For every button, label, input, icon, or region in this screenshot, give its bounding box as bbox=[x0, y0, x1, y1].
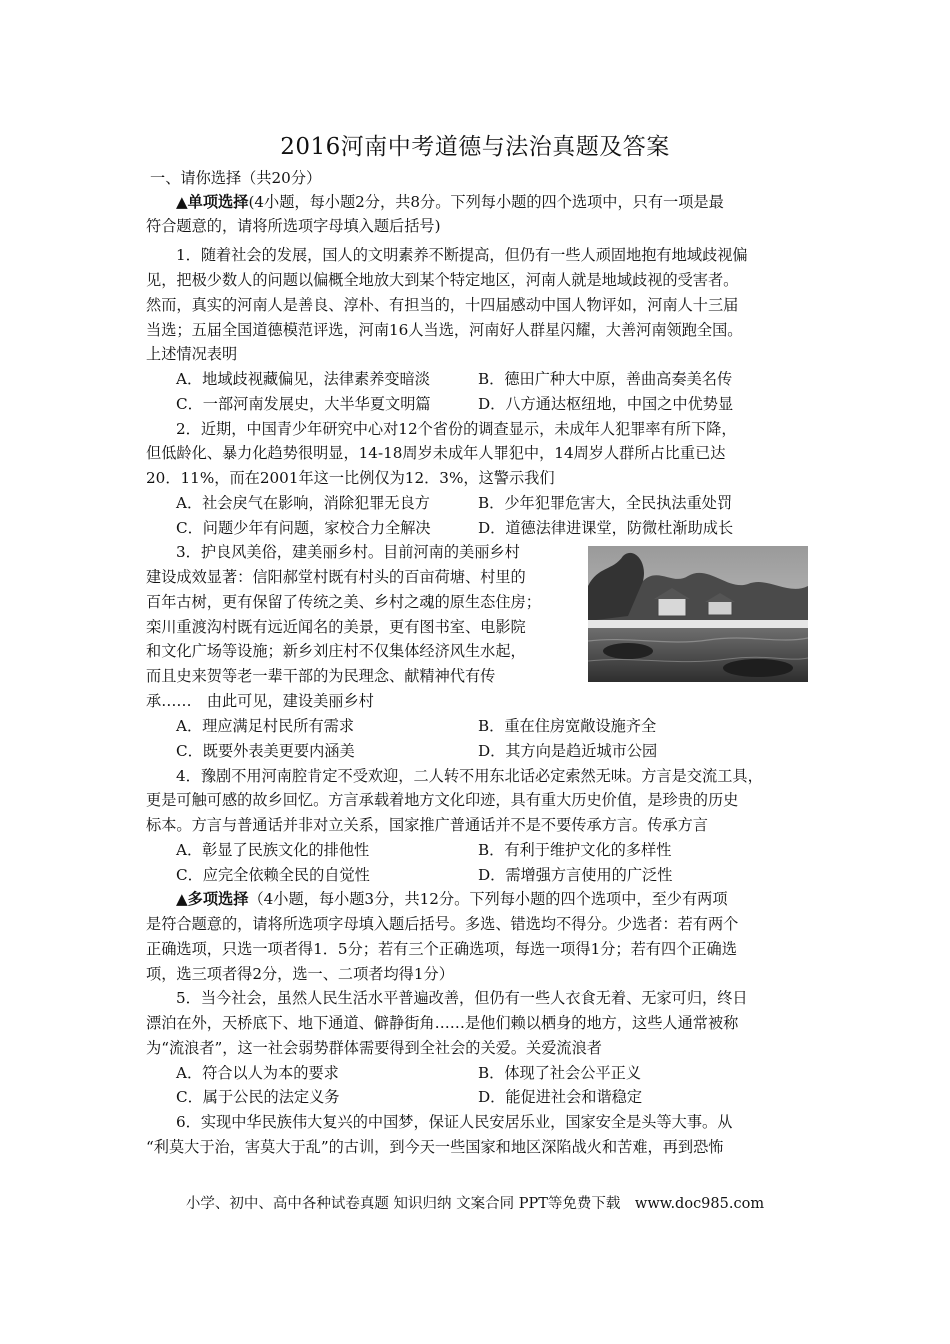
q1-stem-line: 然而，真实的河南人是善良、淳朴、有担当的，十四届感动中国人物评如，河南人十三届 bbox=[146, 296, 739, 314]
q6-stem-line: “利莫大于治，害莫大于乱”的古训，到今天一些国家和地区深陷战火和苦难，再到恐怖 bbox=[146, 1138, 724, 1156]
q1-stem-line: 当选；五届全国道德模范评选，河南16人当选，河南好人群星闪耀，大善河南领跑全国。 bbox=[146, 321, 743, 339]
q1-option-a: A．地域歧视藏偏见，法律素养变暗淡 bbox=[176, 370, 430, 388]
q6-stem-line: 6．实现中华民族伟大复兴的中国梦，保证人民安居乐业，国家安全是头等大事。从 bbox=[176, 1113, 733, 1131]
single-choice-instructions bbox=[176, 192, 724, 212]
q3-stem-line: 百年古树，更有保留了传统之美、乡村之魂的原生态住房； bbox=[146, 593, 541, 611]
q2-option-c: C．问题少年有问题，家校合力全解决 bbox=[176, 519, 431, 537]
multi-choice-instructions-line: 是符合题意的，请将所选项字母填入题后括号。多选、错选均不得分。少选者：若有两个 bbox=[146, 915, 739, 933]
q3-option-c: C．既要外表美更要内涵美 bbox=[176, 742, 355, 760]
q5-option-a: A．符合以人为本的要求 bbox=[176, 1064, 339, 1082]
q5-stem-line: 漂泊在外，天桥底下、地下通道、僻静街角……是他们赖以栖身的地方，这些人通常被称 bbox=[146, 1014, 739, 1032]
q2-option-b: B．少年犯罪危害大，全民执法重处罚 bbox=[478, 494, 733, 512]
multi-choice-instructions-line: 正确选项，只选一项者得1．5分；若有三个正确选项，每选一项得1分；若有四个正确选 bbox=[146, 940, 737, 958]
multi-choice-rules: （4小题，每小题3分，共12分。下列每小题的四个选项中，至少有两项 bbox=[248, 890, 728, 908]
q3-stem-line: 栾川重渡沟村既有远近闻名的美景，更有图书室、电影院 bbox=[146, 618, 526, 636]
q4-option-b: B．有利于维护文化的多样性 bbox=[478, 841, 672, 859]
multi-choice-instructions-line: 项，选三项者得2分，选一、二项者均得1分） bbox=[146, 965, 454, 983]
q5-option-d: D．能促进社会和谐稳定 bbox=[478, 1088, 643, 1106]
q4-option-a: A．彰显了民族文化的排他性 bbox=[176, 841, 370, 859]
q5-stem-line: 5．当今社会，虽然人民生活水平普遍改善，但仍有一些人衣食无着、无家可归，终日 bbox=[176, 989, 748, 1007]
q1-stem-line: 1．随着社会的发展，国人的文明素养不断提高，但仍有一些人顽固地抱有地域歧视偏 bbox=[176, 246, 748, 264]
q4-stem-line: 4．豫剧不用河南腔肯定不受欢迎，二人转不用东北话必定索然无味。方言是交流工具， bbox=[176, 767, 763, 785]
q3-stem-line: 承…… 由此可见，建设美丽乡村 bbox=[146, 692, 374, 710]
q1-option-b: B．德田广种大中原，善曲高奏美名传 bbox=[478, 370, 733, 388]
q4-option-d: D．需增强方言使用的广泛性 bbox=[478, 866, 673, 884]
single-choice-rules: (4小题，每小题2分，共8分。下列每小题的四个选项中，只有一项是最 bbox=[248, 193, 724, 211]
multi-choice-instructions bbox=[176, 889, 728, 909]
section-heading: 一、请你选择（共20分） bbox=[150, 169, 322, 187]
village-photo bbox=[588, 546, 808, 682]
q4-stem-line: 标本。方言与普通话并非对立关系，国家推广普通话并不是不要传承方言。传承方言 bbox=[146, 816, 708, 834]
q3-option-a: A．理应满足村民所有需求 bbox=[176, 717, 355, 735]
q1-option-d: D．八方通达枢纽地，中国之中优势显 bbox=[478, 395, 734, 413]
q3-stem-line: 而且史来贺等老一辈干部的为民理念、献精神代有传 bbox=[146, 667, 496, 685]
q5-option-b: B．体现了社会公平正义 bbox=[478, 1064, 642, 1082]
single-choice-label: ▲单项选择 bbox=[176, 193, 249, 211]
q2-stem-line: 但低龄化、暴力化趋势很明显，14-18周岁未成年人罪犯中，14周岁人群所占比重已达 bbox=[146, 444, 726, 462]
q1-stem-line: 上述情况表明 bbox=[146, 345, 238, 363]
page-title: 2016河南中考道德与法治真题及答案 bbox=[280, 134, 670, 160]
q3-stem-line: 建设成效显著：信阳郝堂村既有村头的百亩荷塘、村里的 bbox=[146, 568, 526, 586]
q3-option-d: D．其方向是趋近城市公园 bbox=[478, 742, 658, 760]
q4-stem-line: 更是可触可感的故乡回忆。方言承载着地方文化印迹，具有重大历史价值，是珍贵的历史 bbox=[146, 791, 739, 809]
multi-choice-label: ▲多项选择 bbox=[176, 890, 249, 908]
single-choice-instructions-line2: 符合题意的，请将所选项字母填入题后括号) bbox=[146, 217, 441, 235]
q3-option-b: B．重在住房宽敞设施齐全 bbox=[478, 717, 657, 735]
q2-stem-line: 2．近期，中国青少年研究中心对12个省份的调查显示，未成年人犯罪率有所下降， bbox=[176, 420, 737, 438]
q5-option-c: C．属于公民的法定义务 bbox=[176, 1088, 340, 1106]
page-footer: 小学、初中、高中各种试卷真题 知识归纳 文案合同 PPT等免费下载 www.doc985.com bbox=[185, 1196, 765, 1212]
q2-stem-line: 20．11%，而在2001年这一比例仅为12．3%，这警示我们 bbox=[146, 469, 555, 487]
q5-stem-line: 为“流浪者”，这一社会弱势群体需要得到全社会的关爱。关爱流浪者 bbox=[146, 1039, 602, 1057]
q2-option-a: A．社会戾气在影响，消除犯罪无良方 bbox=[176, 494, 430, 512]
q4-option-c: C．应完全依赖全民的自觉性 bbox=[176, 866, 370, 884]
q3-stem-line: 3．护良风美俗，建美丽乡村。目前河南的美丽乡村 bbox=[176, 543, 520, 561]
q1-option-c: C．一部河南发展史，大半华夏文明篇 bbox=[176, 395, 431, 413]
q3-stem-line: 和文化广场等设施；新乡刘庄村不仅集体经济风生水起， bbox=[146, 642, 526, 660]
q1-stem-line: 见，把极少数人的问题以偏概全地放大到某个特定地区，河南人就是地域歧视的受害者。 bbox=[146, 271, 739, 289]
q2-option-d: D．道德法律进课堂，防微杜渐助成长 bbox=[478, 519, 734, 537]
